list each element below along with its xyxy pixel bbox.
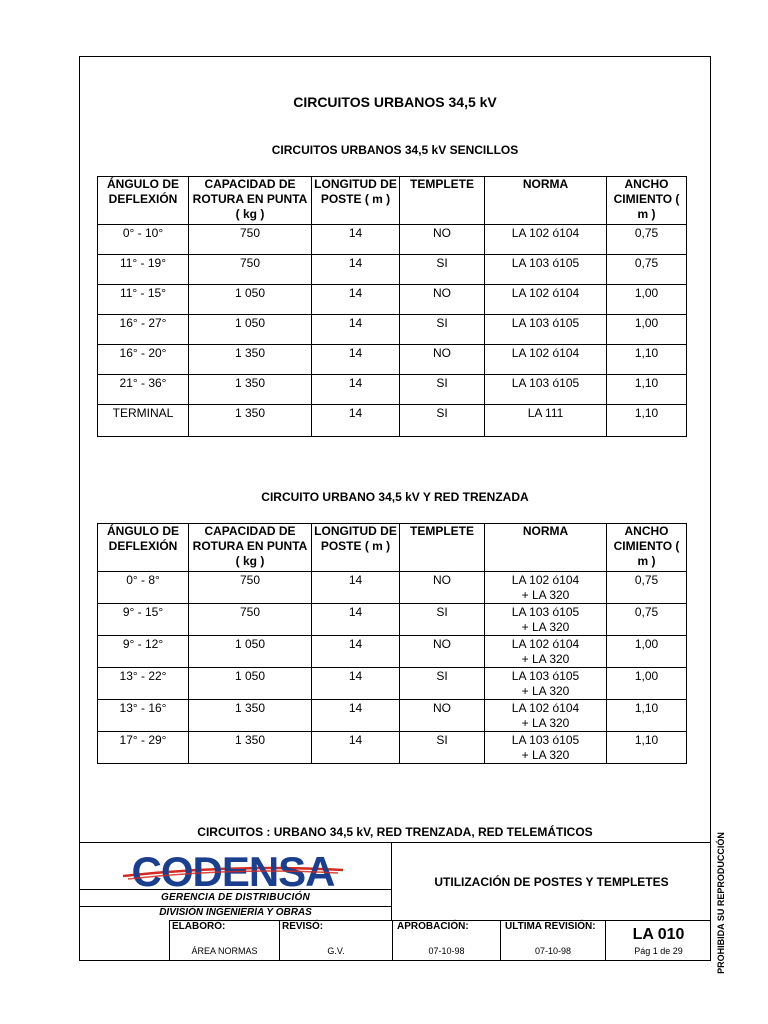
cell-ancho: 1,10 [607,345,687,375]
cell-capacidad: 1 350 [189,375,312,405]
cell-capacidad: 1 350 [189,405,312,437]
cell-capacidad: 750 [189,572,312,604]
cell-templete: NO [400,572,485,604]
cell-longitud: 14 [312,225,400,255]
cell-ancho: 0,75 [607,225,687,255]
cell-longitud: 14 [312,285,400,315]
cell-capacidad: 1 050 [189,285,312,315]
cell-angulo: 16° - 20° [98,345,189,375]
cell-templete: SI [400,405,485,437]
header-capacidad: CAPACIDAD DE ROTURA EN PUNTA ( kg ) [189,177,312,225]
table-row [98,225,687,255]
norma-line-2: + LA 320 [521,620,570,634]
cell-ancho: 0,75 [607,572,687,604]
ultima-revision-cell [500,920,605,961]
norma-line-1: LA 103 ó105 [511,733,580,747]
cell-norma: LA 102 ó104 [485,345,607,375]
cell-templete: SI [400,732,485,764]
table-row [98,732,687,764]
reviso-value: G.V. [327,946,345,956]
cell-capacidad: 1 350 [189,345,312,375]
norma-line-1: LA 102 ó104 [511,701,580,715]
cell-angulo: 11° - 19° [98,255,189,285]
aprobacion-value: 07-10-98 [428,946,465,956]
table-row [98,285,687,315]
cell-templete: SI [400,255,485,285]
document-title: UTILIZACIÓN DE POSTES Y TEMPLETES [392,842,711,920]
logo-text: CODENSA [131,849,335,893]
cell-norma: LA 103 ó105 [485,255,607,285]
logo-box [79,842,392,920]
header-longitud: LONGITUD DE POSTE ( m ) [312,524,400,572]
table-row [98,700,687,732]
cell-norma: LA 102 ó104 [485,225,607,255]
cell-templete: NO [400,285,485,315]
table-row [98,405,687,437]
norma-line-1: LA 103 ó105 [511,669,580,683]
cell-templete: SI [400,315,485,345]
elaboro-value: ÁREA NORMAS [191,946,258,956]
cell-templete: NO [400,225,485,255]
table-red-trenzada [97,523,687,764]
header-capacidad: CAPACIDAD DE ROTURA EN PUNTA ( kg ) [189,524,312,572]
cell-angulo: 0° - 8° [98,572,189,604]
cell-ancho: 0,75 [607,255,687,285]
page-number: Pág 1 de 29 [634,946,683,956]
table-row [98,375,687,405]
cell-templete: NO [400,345,485,375]
cell-longitud: 14 [312,315,400,345]
cell-norma [485,604,607,636]
table-row [98,315,687,345]
cell-angulo: 0° - 10° [98,225,189,255]
cell-templete: SI [400,375,485,405]
cell-angulo: 21° - 36° [98,375,189,405]
cell-angulo: 9° - 15° [98,604,189,636]
cell-norma [485,732,607,764]
header-angulo: ÁNGULO DE DEFLEXIÓN [98,177,189,225]
codensa-logo [123,849,343,893]
header-ancho: ANCHO CIMIENTO ( m ) [607,524,687,572]
cell-angulo: 17° - 29° [98,732,189,764]
header-templete: TEMPLETE [400,177,485,225]
norma-line-1: LA 102 ó104 [511,573,580,587]
cell-norma [485,668,607,700]
table-row [98,604,687,636]
header-longitud: LONGITUD DE POSTE ( m ) [312,177,400,225]
table1-title: CIRCUITOS URBANOS 34,5 kV SENCILLOS [271,143,519,157]
aprobacion-label: APROBACIÓN: [397,921,469,932]
reviso-label: REVISÓ: [282,921,324,932]
header-norma: NORMA [485,177,607,225]
cell-capacidad: 1 050 [189,315,312,345]
cell-templete: SI [400,668,485,700]
cell-longitud: 14 [312,345,400,375]
cell-templete: SI [400,604,485,636]
cell-ancho: 1,00 [607,285,687,315]
cell-norma [485,636,607,668]
cell-ancho: 1,00 [607,636,687,668]
norma-line-1: LA 102 ó104 [511,637,580,651]
norma-line-1: LA 103 ó105 [511,605,580,619]
cell-norma: LA 111 [485,405,607,437]
norma-line-2: + LA 320 [521,684,570,698]
cell-longitud: 14 [312,604,400,636]
elaboro-label: ELABORÓ: [172,921,226,932]
cell-norma: LA 103 ó105 [485,315,607,345]
cell-longitud: 14 [312,732,400,764]
reviso-cell [279,920,392,961]
cell-ancho: 1,00 [607,668,687,700]
cell-ancho: 1,10 [607,732,687,764]
cell-capacidad: 1 350 [189,732,312,764]
header-templete: TEMPLETE [400,524,485,572]
cell-longitud: 14 [312,255,400,285]
reproduction-notice [713,832,729,974]
cell-capacidad: 750 [189,604,312,636]
norma-line-2: + LA 320 [521,588,570,602]
cell-longitud: 14 [312,700,400,732]
cell-templete: NO [400,700,485,732]
cell-norma [485,572,607,604]
table-row [98,345,687,375]
cell-capacidad: 1 050 [189,636,312,668]
elaboro-cell [169,920,279,961]
cell-ancho: 0,75 [607,604,687,636]
cell-angulo: 11° - 15° [98,285,189,315]
cell-capacidad: 1 050 [189,668,312,700]
gerencia-label: GERENCIA DE DISTRIBUCIÓN [79,889,392,907]
cell-ancho: 1,10 [607,375,687,405]
cell-longitud: 14 [312,375,400,405]
ultima-revision-value: 07-10-98 [534,946,572,956]
cell-templete: NO [400,636,485,668]
table-row [98,636,687,668]
norma-line-2: + LA 320 [521,716,570,730]
cell-norma [485,700,607,732]
reproduction-notice-text: PROHIBIDA SU REPRODUCCIÓN [716,832,726,974]
page-title: CIRCUITOS URBANOS 34,5 kV [293,94,497,110]
table-sencillos [97,176,687,437]
title-block [79,842,711,961]
cell-angulo: TERMINAL [98,405,189,437]
cell-norma: LA 103 ó105 [485,375,607,405]
cell-angulo: 16° - 27° [98,315,189,345]
cell-longitud: 14 [312,405,400,437]
cell-longitud: 14 [312,636,400,668]
cell-capacidad: 1 350 [189,700,312,732]
header-norma: NORMA [485,524,607,572]
cell-capacidad: 750 [189,225,312,255]
cell-norma: LA 102 ó104 [485,285,607,315]
cell-ancho: 1,10 [607,405,687,437]
cell-ancho: 1,10 [607,700,687,732]
division-label: DIVISIÓN INGENIERÍA Y OBRAS [159,907,312,918]
cell-angulo: 13° - 22° [98,668,189,700]
cell-capacidad: 750 [189,255,312,285]
header-ancho: ANCHO CIMIENTO ( m ) [607,177,687,225]
aprobacion-cell [392,920,500,961]
document-code: LA 010 [632,926,685,943]
section3-title: CIRCUITOS : URBANO 34,5 kV, RED TRENZADA, RED TELEMÁTICOS [197,825,593,839]
norma-line-2: + LA 320 [521,748,570,762]
document-code-box [605,920,711,961]
table-row [98,572,687,604]
table-row [98,668,687,700]
cell-angulo: 13° - 16° [98,700,189,732]
table2-title: CIRCUITO URBANO 34,5 kV Y RED TRENZADA [261,490,529,504]
cell-longitud: 14 [312,668,400,700]
cell-ancho: 1,00 [607,315,687,345]
cell-longitud: 14 [312,572,400,604]
header-angulo: ÁNGULO DE DEFLEXIÓN [98,524,189,572]
norma-line-2: + LA 320 [521,652,570,666]
table-row [98,255,687,285]
ultima-revision-label: ULTIMA REVISIÓN: [505,921,596,932]
cell-angulo: 9° - 12° [98,636,189,668]
